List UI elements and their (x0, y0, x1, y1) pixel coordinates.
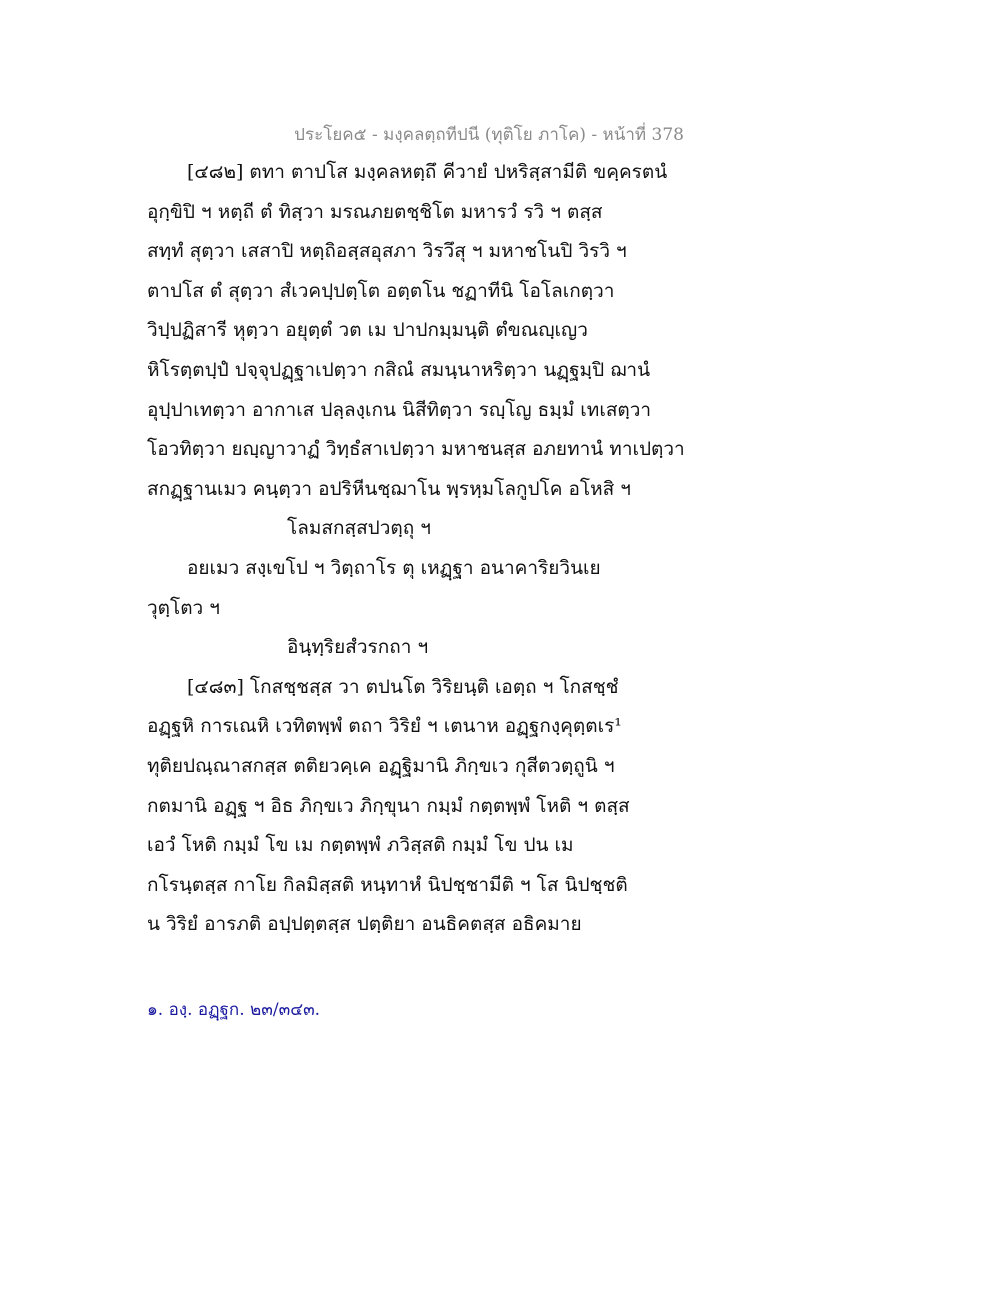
paragraph-line: อฏฺฐหิ การเณหิ เวทิตพฺพํ ตถา วิริยํ ฯ เตนาห อฏฺฐกงฺคุตฺตเร¹ (147, 715, 622, 738)
paragraph-line: วิปฺปฏิสารี หุตฺวา อยุตฺตํ วต เม ปาปกมฺมนฺติ ตํขณญฺเญว (147, 319, 588, 342)
paragraph-line: ตาปโส ตํ สุตฺวา สํเวคปฺปตฺโต อตฺตโน ชฏาทีนิ โอโลเกตฺวา (147, 279, 615, 302)
paragraph-line: ทุติยปณฺณาสกสฺส ตติยวคฺเค อฏฺฐิมานิ ภิกฺขเว กุสีตวตฺถูนิ ฯ (147, 754, 615, 777)
paragraph-line: กโรนฺตสฺส กาโย กิลมิสฺสติ หนฺทาหํ นิปชฺชามีติ ฯ โส นิปชฺชติ (147, 873, 628, 896)
paragraph-line: กตมานิ อฏฺฐ ฯ อิธ ภิกฺขเว ภิกฺขุนา กมฺมํ กตฺตพฺพํ โหติ ฯ ตสฺส (147, 794, 630, 817)
section-title: อินฺทฺริยสํวรกถา ฯ (287, 636, 429, 659)
paragraph-line: อุปฺปาเทตฺวา อากาเส ปลฺลงฺเกน นิสีทิตฺวา รญฺโญ ธมฺมํ เทเสตฺวา (147, 398, 652, 421)
paragraph-line: อุกฺขิปิ ฯ หตฺถี ตํ ทิสฺวา มรณภยตชฺชิโต มหารวํ รวิ ฯ ตสฺส (147, 200, 603, 223)
paragraph-line: น วิริยํ อารภติ อปฺปตฺตสฺส ปตฺติยา อนธิคตสฺส อธิคมาย (147, 913, 582, 936)
paragraph-line: [๔๘๒] ตทา ตาปโส มงฺคลหตฺถึ คีวายํ ปหริสฺสามีติ ขคฺครตนํ (187, 161, 668, 183)
footnote: ๑. องฺ. อฏฺฐก. ๒๓/๓๔๓. (147, 1000, 321, 1020)
paragraph-line: หิโรตฺตปฺปํ ปจฺจุปฏฺฐาเปตฺวา กสิณํ สมนฺนาหริตฺวา นฏฺฐมฺปิ ฌานํ (147, 358, 651, 381)
running-header: ประโยค๕ - มงฺคลตฺถทีปนี (ทุติโย ภาโค) - หน้าที่ 378 (294, 125, 684, 145)
paragraph-line: เอวํ โหติ กมฺมํ โข เม กตฺตพฺพํ ภวิสฺสติ กมฺมํ โข ปน เม (147, 834, 574, 857)
paragraph-line: วุตฺโตว ฯ (147, 596, 220, 619)
paragraph-line: สกฏฺฐานเมว คนฺตฺวา อปริหีนชฺฌาโน พฺรหฺมโลกูปโค อโหสิ ฯ (147, 477, 631, 500)
paragraph-line: [๔๘๓] โกสชฺชสฺส วา ตปนโต วิริยนฺติ เอตฺถ ฯ โกสชฺชํ (187, 675, 619, 698)
body-text (147, 153, 692, 945)
paragraph-line: สทฺทํ สุตฺวา เสสาปิ หตฺถิอสฺสอุสภา วิรวึสุ ฯ มหาชโนปิ วิรวิ ฯ (147, 240, 627, 263)
paragraph-line: โอวทิตฺวา ยญฺญาวาฏํ วิทฺธํสาเปตฺวา มหาชนสฺส อภยทานํ ทาเปตฺวา (147, 438, 685, 461)
paragraph-line: อยเมว สงฺเขโป ฯ วิตฺถาโร ตุ เหฏฺฐา อนาคาริยวินเย (187, 556, 601, 579)
section-end-title: โลมสกสฺสปวตฺถุ ฯ (287, 517, 431, 540)
